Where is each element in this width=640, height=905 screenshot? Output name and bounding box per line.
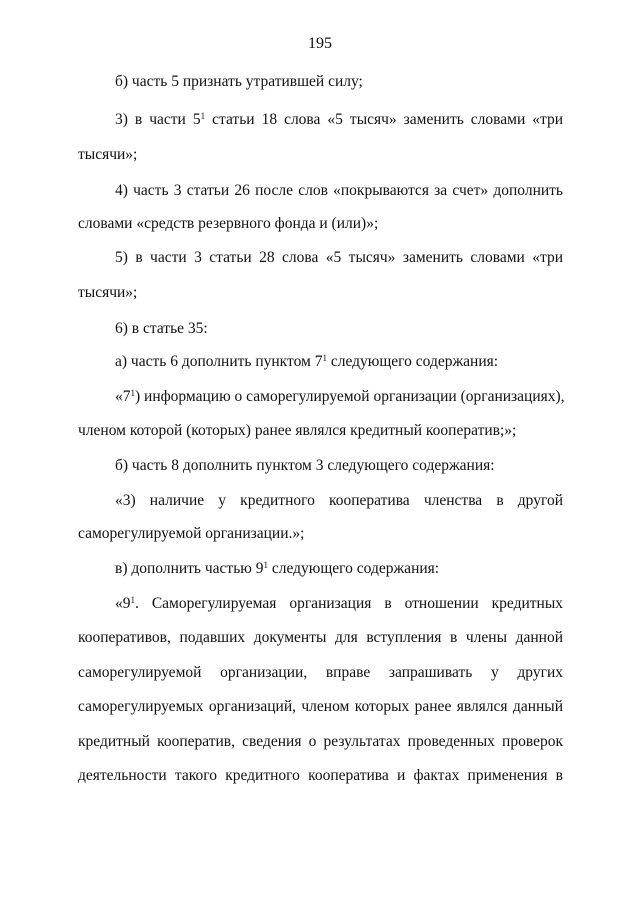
paragraph-line: 3) в части $5^1$ статьи 18 слова «5 тысяч» заменить словами «три [115,111,563,128]
paragraph-line: «$7^1$) информацию о саморегулируемой организации (организациях), [115,388,565,405]
paragraph-line: словами «средств резервного фонда и (или)»; [78,215,379,232]
paragraph-line: 4) часть 3 статьи 26 после слов «покрываются за счет» дополнить [115,182,563,199]
paragraph-line: б) часть 5 признать утратившей силу; [115,73,363,90]
paragraph-line: 6) в статье 35: [115,320,208,337]
paragraph-line: деятельности такого кредитного кооператива и фактах применения в [78,767,563,784]
paragraph-line: «$9^1$. Саморегулируемая организация в отношении кредитных [115,595,563,612]
paragraph-line: саморегулируемых организаций, членом которых ранее являлся данный [78,698,563,715]
paragraph-line: членом которой (которых) ранее являлся кредитный кооператив;»; [78,422,517,439]
paragraph-line: 5) в части 3 статьи 28 слова «5 тысяч» заменить словами «три [115,249,563,266]
paragraph-line: саморегулируемой организации.»; [78,525,305,542]
paragraph-line: в) дополнить частью $9^1$ следующего содержания: [115,560,440,577]
paragraph-line: кредитный кооператив, сведения о результатах проведенных проверок [78,733,563,750]
page-number: 195 [308,35,332,52]
paragraph-line: б) часть 8 дополнить пунктом 3 следующего содержания: [115,457,495,474]
paragraph-line: саморегулируемой организации, вправе запрашивать у других [78,664,563,681]
paragraph-line: а) часть 6 дополнить пунктом $7^1$ следующего содержания: [115,353,499,370]
paragraph-line: кооперативов, подавших документы для вступления в члены данной [78,629,563,646]
paragraph-line: тысячи»; [78,146,138,163]
paragraph-line: тысячи»; [78,284,138,301]
paragraph-line: «3) наличие у кредитного кооператива членства в другой [115,492,563,509]
